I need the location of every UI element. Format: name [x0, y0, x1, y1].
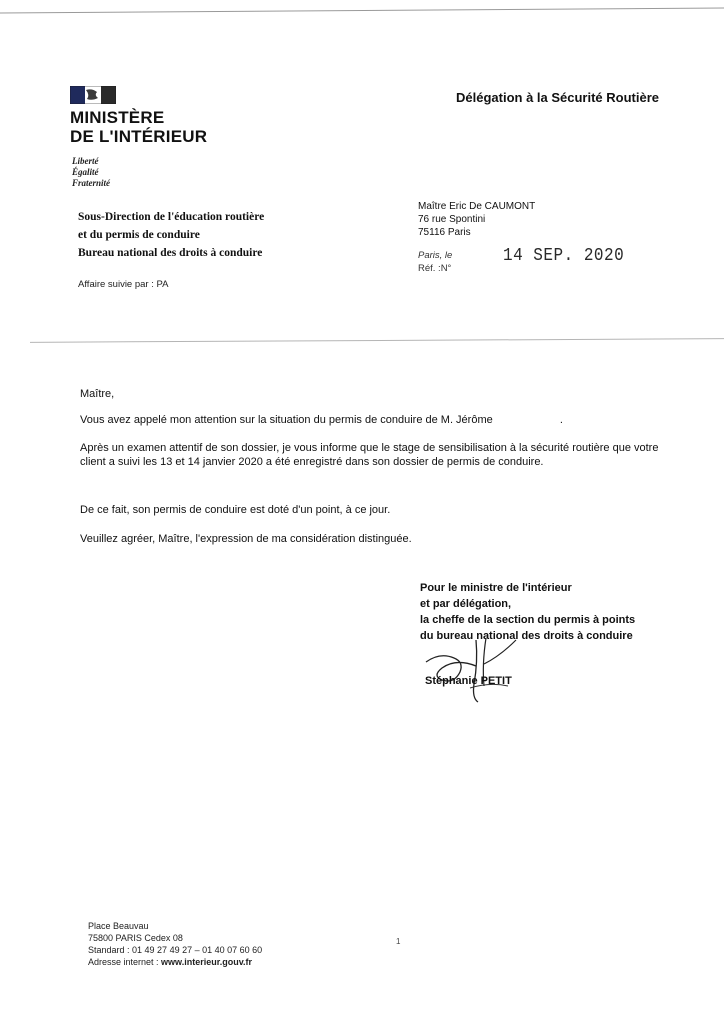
signatory-name: Stéphanie PETIT: [425, 675, 512, 687]
footer-web-label: Adresse internet :: [88, 957, 162, 967]
recipient-name: Maître Eric De CAUMONT: [418, 201, 536, 212]
footer-address-2: 75800 PARIS Cedex 08: [88, 933, 183, 943]
footer-address-1: Place Beauvau: [88, 921, 149, 931]
motto-egalite: Égalité: [72, 167, 99, 177]
ministry-name: [70, 108, 207, 146]
signature-line-3: la cheffe de la section du permis à points: [420, 614, 636, 626]
republic-motto: [72, 156, 110, 189]
body-paragraph-1-text: Vous avez appelé mon attention sur la situation du permis de conduire de M. Jérôme: [80, 414, 493, 426]
scan-edge-top: [0, 7, 724, 13]
delegation-title: Délégation à la Sécurité Routière: [456, 90, 660, 105]
body-paragraph-1-end: .: [559, 414, 563, 426]
direction-line-2: et du permis de conduire: [78, 229, 200, 241]
page-number: 1: [396, 937, 401, 946]
body-paragraph-3: De ce fait, son permis de conduire est doté d'un point, à ce jour.: [80, 504, 391, 516]
direction-block: [78, 208, 264, 262]
recipient-street: 76 rue Spontini: [418, 214, 486, 225]
direction-line-1: Sous-Direction de l'éducation routière: [78, 211, 265, 223]
recipient-city: 75116 Paris: [418, 227, 471, 238]
footer-address: [88, 920, 262, 968]
motto-liberte: Liberté: [72, 156, 99, 166]
reference-label: Réf. :N°: [418, 263, 452, 274]
date-label: Paris, le: [418, 250, 453, 261]
handwritten-signature: [420, 628, 550, 708]
ministry-line-2: DE L'INTÉRIEUR: [70, 127, 208, 146]
footer-web-link[interactable]: www.interieur.gouv.fr: [161, 957, 253, 967]
footer-web: [88, 956, 262, 968]
body-paragraph-4: Veuillez agréer, Maître, l'expression de ma considération distinguée.: [80, 533, 412, 545]
footer-phone: Standard : 01 49 27 49 27 – 01 40 07 60 60: [88, 945, 263, 955]
marianne-logo: [70, 86, 116, 104]
salutation: Maître,: [80, 388, 115, 400]
date-stamp: 14 SEP. 2020: [503, 245, 625, 266]
followed-by: Affaire suivie par : PA: [78, 279, 169, 290]
motto-fraternite: Fraternité: [72, 178, 111, 188]
body-paragraph-2: Après un examen attentif de son dossier, je vous informe que le stage de sensibilisation à la sécurité routière que votre client a suivi les 13 et 14 janvier 2020 a été enregistré dans son dossier de permis de conduire.: [80, 442, 659, 468]
recipient-address: [418, 200, 535, 239]
signature-line-2: et par délégation,: [420, 598, 512, 610]
body-paragraph-1: [80, 413, 660, 427]
scan-fold-line: [30, 338, 724, 343]
ministry-line-1: MINISTÈRE: [70, 108, 165, 127]
signature-line-1: Pour le ministre de l'intérieur: [420, 582, 572, 594]
direction-line-3: Bureau national des droits à conduire: [78, 247, 263, 259]
signature-line-4: du bureau national des droits à conduire: [420, 630, 633, 642]
